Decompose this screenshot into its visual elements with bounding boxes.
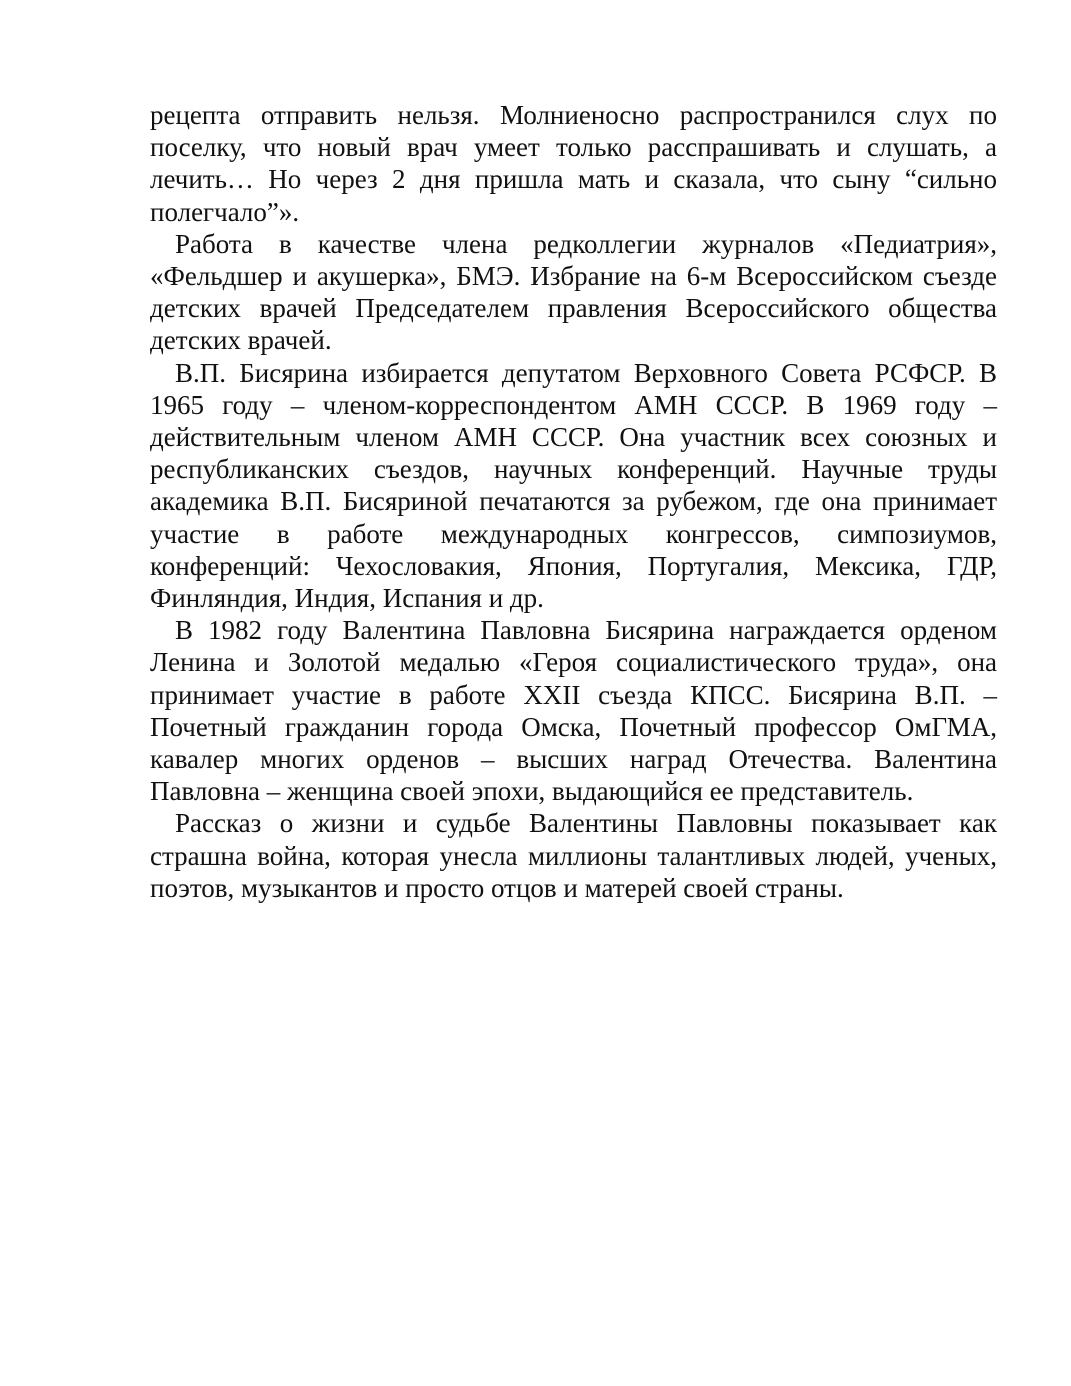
document-page <box>150 99 997 904</box>
paragraph-3: В.П. Бисярина избирается депутатом Верховного Совета РСФСР. В 1965 году – членом-корреспондентом АМН СССР. В 1969 году – действительным членом АМН СССР. Она участник всех союзных и республиканских съездов, научных конференций. Научные труды академика В.П. Бисяриной печатаются за рубежом, где она принимает участие в работе международных конгрессов, симпозиумов, конференций: Чехословакия, Япония, Португалия, Мексика, ГДР, Финляндия, Индия, Испания и др. <box>150 357 997 614</box>
paragraph-4: В 1982 году Валентина Павловна Бисярина награждается орденом Ленина и Золотой медалью «Героя социалистического труда», она принимает участие в работе XXII съезда КПСС. Бисярина В.П. – Почетный гражданин города Омска, Почетный профессор ОмГМА, кавалер многих орденов – высших наград Отечества. Валентина Павловна – женщина своей эпохи, выдающийся ее представитель. <box>150 615 997 807</box>
paragraph-5: Рассказ о жизни и судьбе Валентины Павловны показывает как страшна война, которая унесла миллионы талантливых людей, ученых, поэтов, музыкантов и просто отцов и матерей своей страны. <box>150 808 997 903</box>
paragraph-2: Работа в качестве члена редколлегии журналов «Педиатрия», «Фельдшер и акушерка», БМЭ. Избрание на 6-м Всероссийском съезде детских врачей Председателем правления Всероссийского общества детских врачей. <box>150 228 997 356</box>
paragraph-1: рецепта отправить нельзя. Молниеносно распространился слух по поселку, что новый врач умеет только расспрашивать и слушать, а лечить… Но через 2 дня пришла мать и сказала, что сыну “сильно полегчало”». <box>150 100 997 227</box>
